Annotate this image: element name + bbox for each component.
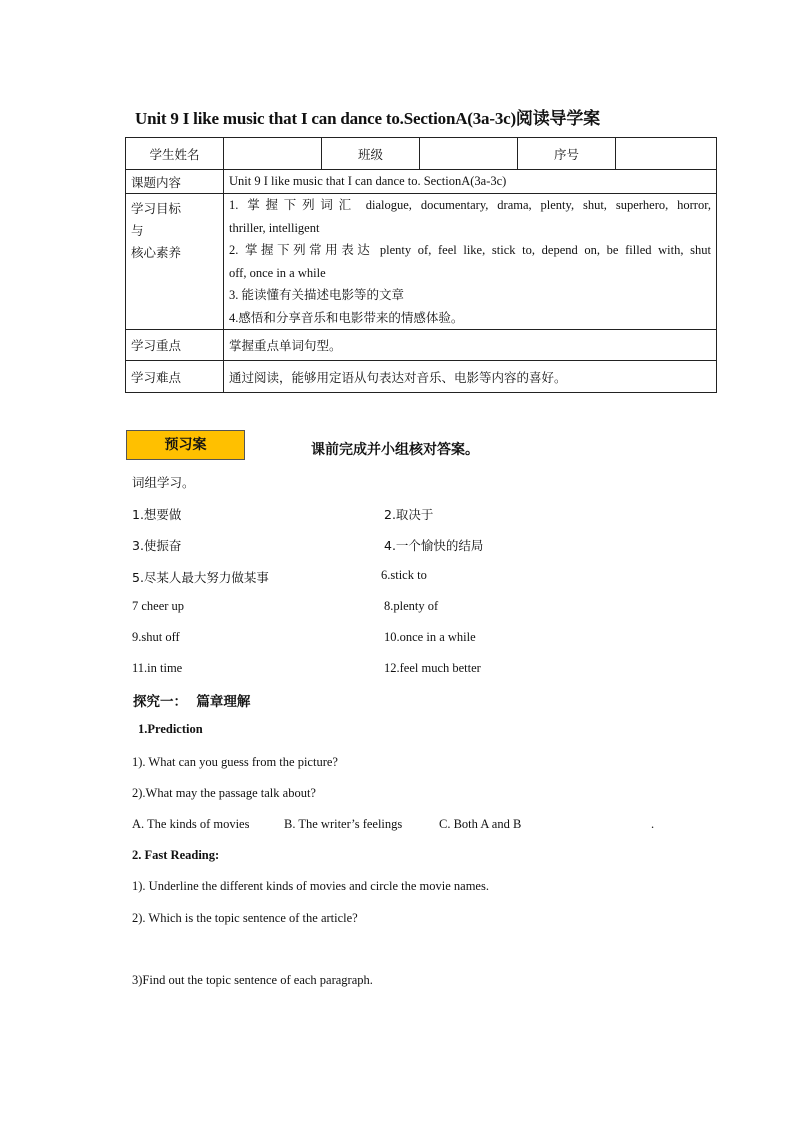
phrase-item: 3.使振奋 [132, 538, 182, 553]
goal-2-line-b: off, once in a while [229, 265, 326, 280]
topic-label: 课题内容 [126, 170, 224, 194]
option-a: A. The kinds of movies [132, 817, 250, 831]
student-row [126, 138, 717, 170]
goals-label [126, 194, 224, 330]
question-2: 2).What may the passage talk about? [132, 786, 316, 800]
phrase-item: 8.plenty of [384, 599, 439, 613]
goal-4: 4.感悟和分享音乐和电影带来的情感体验。 [229, 310, 464, 325]
phrase-item: 5.尽某人最大努力做某事 [132, 570, 269, 585]
goal-1-line-b: thriller, intelligent [229, 220, 320, 235]
phrase-item: 6.stick to [381, 568, 427, 582]
trailing-dot: . [651, 817, 655, 831]
class-label: 班级 [322, 138, 420, 170]
vocab-heading: 词组学习。 [132, 475, 195, 490]
info-table [125, 137, 717, 393]
phrase-item: 1.想要做 [132, 507, 182, 522]
difficult-value: 通过阅读，能够用定语从句表达对音乐、电影等内容的喜好。 [224, 361, 717, 393]
phrase-item: 7 cheer up [132, 599, 185, 613]
phrase-item: 10.once in a while [384, 630, 476, 644]
option-b: B. The writer’s feelings [284, 817, 403, 831]
preview-instruction: 课前完成并小组核对答案。 [311, 442, 479, 458]
key-value: 掌握重点单词句型。 [224, 330, 717, 361]
goals-label-line-2: 与 [131, 223, 144, 238]
key-row [126, 330, 717, 361]
goals-label-line-3: 核心素养 [131, 245, 182, 260]
class-field[interactable] [420, 138, 518, 170]
page-title: Unit 9 I like music that I can dance to.SectionA(3a-3c)阅读导学案 [135, 109, 600, 128]
fast-reading-heading: 2. Fast Reading: [132, 848, 220, 862]
difficult-label: 学习难点 [126, 361, 224, 393]
goals-value [224, 194, 717, 330]
prediction-heading: 1.Prediction [138, 722, 203, 736]
fast-reading-q1: 1). Underline the different kinds of movies and circle the movie names. [132, 879, 489, 893]
phrase-item: 2.取决于 [384, 507, 434, 522]
goals-row [126, 194, 717, 330]
phrase-item: 4.一个愉快的结局 [384, 538, 484, 553]
topic-row [126, 170, 717, 194]
goal-1-line-a: 1. 掌握下列词汇 dialogue, documentary, drama, plenty, shut, superhero, horror, [229, 198, 711, 212]
goal-3: 3. 能读懂有关描述电影等的文章 [229, 288, 405, 302]
goal-2-line-a: 2. 掌握下列常用表达 plenty of, feel like, stick to, depend on, be filled with, shut [229, 243, 711, 257]
preview-badge: 预习案 [126, 430, 245, 460]
goals-label-line-1: 学习目标 [131, 201, 182, 216]
explore-heading: 探究一： 篇章理解 [133, 694, 251, 710]
difficult-row [126, 361, 717, 393]
key-label: 学习重点 [126, 330, 224, 361]
number-field[interactable] [616, 138, 717, 170]
phrase-item: 11.in time [132, 661, 183, 675]
name-label: 学生姓名 [126, 138, 224, 170]
fast-reading-q2: 2). Which is the topic sentence of the article? [132, 911, 358, 925]
name-field[interactable] [224, 138, 322, 170]
topic-value: Unit 9 I like music that I can dance to. SectionA(3a-3c) [224, 170, 717, 194]
question-1: 1). What can you guess from the picture? [132, 755, 338, 769]
phrase-item: 9.shut off [132, 630, 180, 644]
fast-reading-q3: 3)Find out the topic sentence of each paragraph. [132, 973, 373, 987]
number-label: 序号 [518, 138, 616, 170]
phrase-item: 12.feel much better [384, 661, 481, 675]
option-c: C. Both A and B [439, 817, 522, 831]
